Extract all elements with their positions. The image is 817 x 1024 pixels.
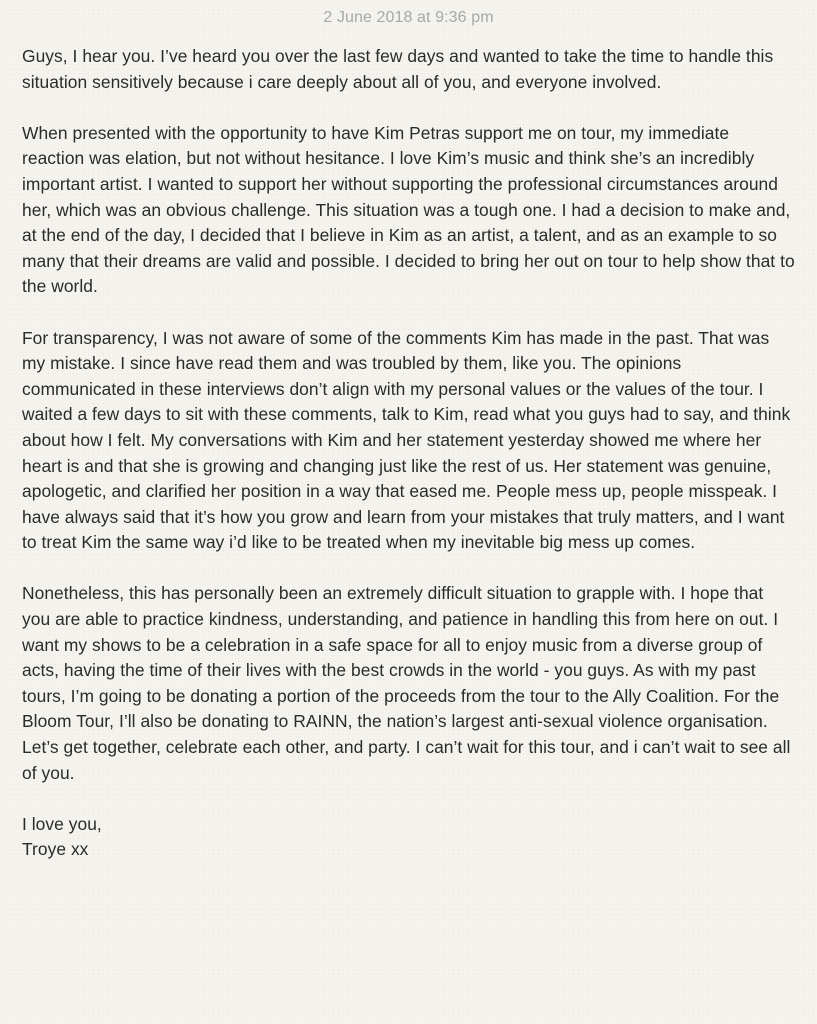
paragraph-3: For transparency, I was not aware of some of the comments Kim has made in the past. That was my mistake. I since have read them and was troubled by them, like you. The opinions communicated in these interviews don’t align with my personal values or the values of the tour. I waited a few days to sit with these comments, talk to Kim, read what you guys had to say, and think about how I felt. My conversations with Kim and her statement yesterday showed me where her heart is and that she is growing and changing just like the rest of us. Her statement was genuine, apologetic, and clarified her position in a way that eased me. People mess up, people misspeak. I have always said that it’s how you grow and learn from your mistakes that truly matters, and I want to treat Kim the same way i’d like to be treated when my inevitable big mess up comes.: [22, 327, 791, 553]
paragraph-1: Guys, I hear you. I’ve heard you over the last few days and wanted to take the time to handle this situation sensitively because i care deeply about all of you, and everyone involved.: [22, 46, 774, 92]
sign-off: [22, 812, 795, 863]
signature: Troye xx: [22, 839, 89, 860]
closing-line: I love you,: [22, 813, 102, 834]
note-timestamp: 2 June 2018 at 9:36 pm: [323, 9, 494, 26]
paragraph-2: When presented with the opportunity to have Kim Petras support me on tour, my immediate reaction was elation, but not without hesitance. I love Kim’s music and think she’s an incredibly important artist. I wanted to support her without supporting the professional circumstances around her, which was an obvious challenge. This situation was a tough one. I had a decision to make and, at the end of the day, I decided that I believe in Kim as an artist, a talent, and as an example to so many that their dreams are valid and possible. I decided to bring her out on tour to help show that to the world.: [22, 122, 795, 297]
note-body[interactable]: [22, 44, 795, 863]
paragraph-4: Nonetheless, this has personally been an extremely difficult situation to grapple with. I hope that you are able to practice kindness, understanding, and patience in handling this from here on out. I want my shows to be a celebration in a safe space for all to enjoy music from a diverse group of acts, having the time of their lives with the best crowds in the world - you guys. As with my past tours, I’m going to be donating a portion of the proceeds from the tour to the Ally Coalition. For the Bloom Tour, I’ll also be donating to RAINN, the nation’s largest anti-sexual violence organisation. Let’s get together, celebrate each other, and party. I can’t wait for this tour, and i can’t wait to see all of you.: [22, 583, 791, 783]
